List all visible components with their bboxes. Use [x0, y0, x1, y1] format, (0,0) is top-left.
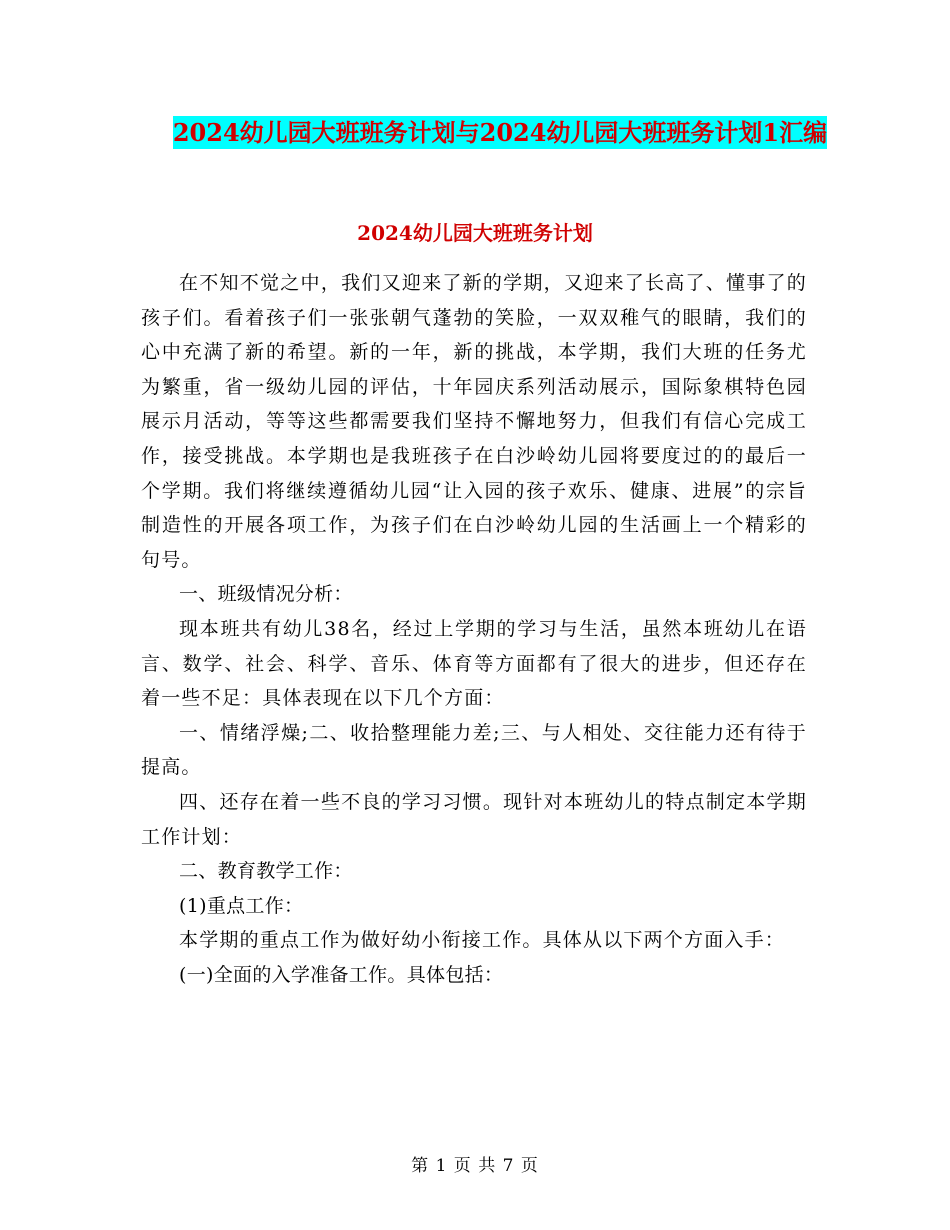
- paragraph-habits: 四、还存在着一些不良的学习习惯。现针对本班幼儿的特点制定本学期工作计划：: [141, 790, 807, 848]
- paragraph-shortcomings: 一、情绪浮燥;二、收拾整理能力差;三、与人相处、交往能力还有待于提高。: [141, 721, 807, 779]
- document-body: [141, 266, 807, 992]
- document-title: [120, 110, 880, 156]
- paragraph-intro: 在不知不觉之中，我们又迎来了新的学期，又迎来了长高了、懂事了的孩子们。看着孩子们一张张朝气蓬勃的笑脸，一双双稚气的眼睛，我们的心中充满了新的希望。新的一年，新的挑战，本学期，我们大班的任务尤为繁重，省一级幼儿园的评估，十年园庆系列活动展示，国际象棋特色园展示月活动，等等这些都需要我们坚持不懈地努力，但我们有信心完成工作，接受挑战。本学期也是我班孩子在白沙岭幼儿园将要度过的的最后一个学期。我们将继续遵循幼儿园“让入园的孩子欢乐、健康、进展”的宗旨制造性的开展各项工作，为孩子们在白沙岭幼儿园的生活画上一个精彩的句号。: [141, 272, 807, 571]
- paragraph-heading-key-work: (1)重点工作：: [179, 894, 304, 917]
- document-title-text: 2024幼儿园大班班务计划与2024幼儿园大班班务计划1汇编: [172, 118, 828, 147]
- paragraph-heading-preparation: (一)全面的入学准备工作。具体包括：: [179, 963, 504, 986]
- paragraph-class-overview: 现本班共有幼儿38名，经过上学期的学习与生活，虽然本班幼儿在语言、数学、社会、科学、音乐、体育等方面都有了很大的进步，但还存在着一些不足：具体表现在以下几个方面：: [141, 617, 807, 710]
- paragraph-key-work: 本学期的重点工作为做好幼小衔接工作。具体从以下两个方面入手：: [179, 929, 786, 952]
- paragraph-heading-class-analysis: 一、班级情况分析：: [179, 583, 353, 606]
- paragraph-heading-teaching: 二、教育教学工作：: [179, 860, 353, 883]
- page-number: 第 1 页 共 7 页: [411, 1156, 539, 1176]
- section-title: 2024幼儿园大班班务计划: [357, 221, 593, 245]
